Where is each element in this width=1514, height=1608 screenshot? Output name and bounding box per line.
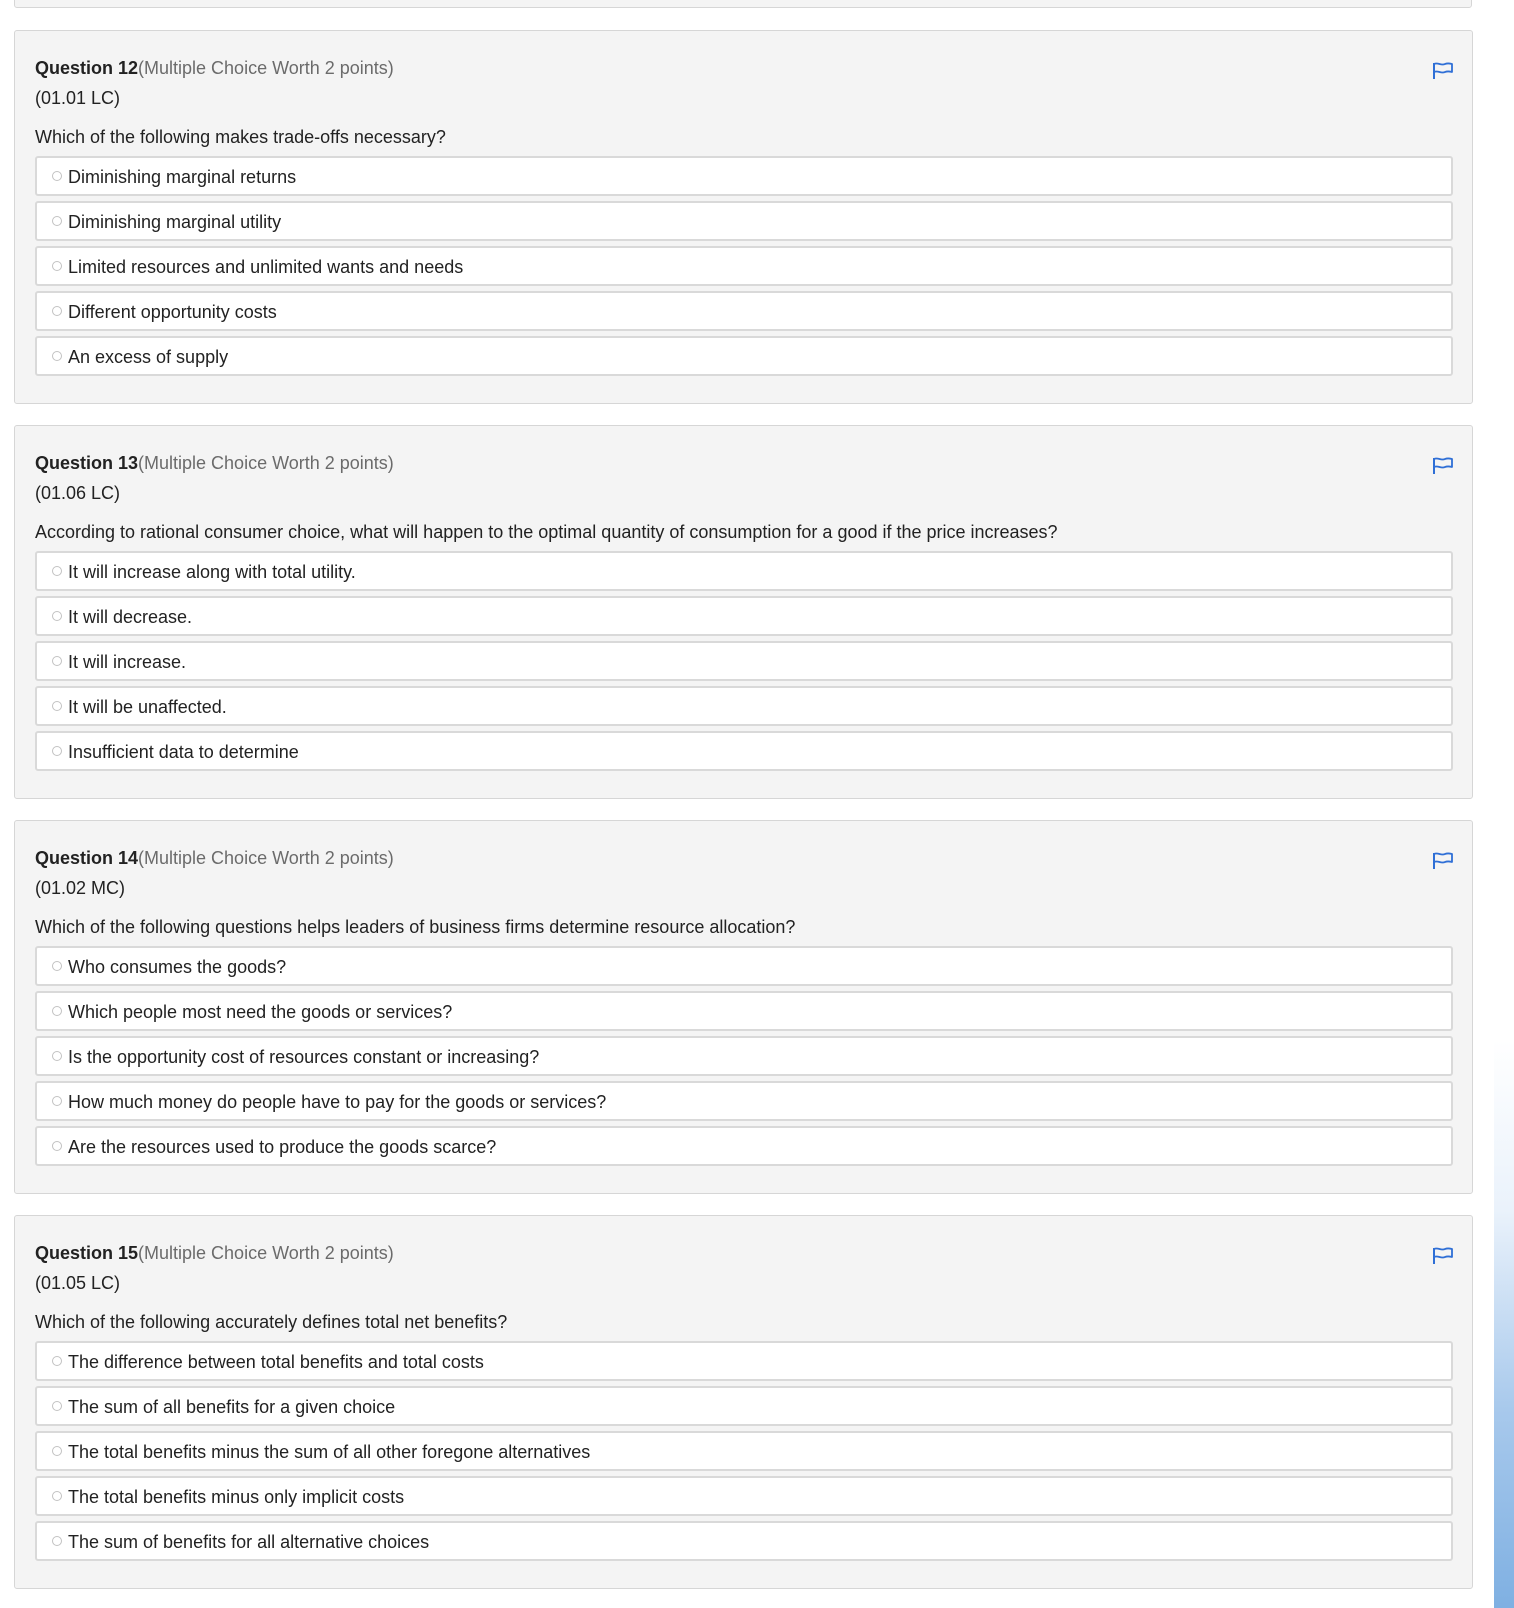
radio-unselected-icon[interactable] — [52, 1446, 62, 1456]
flag-icon[interactable] — [1432, 61, 1454, 81]
answer-option[interactable] — [35, 246, 1453, 286]
question-number: Question 15 — [35, 1243, 139, 1263]
question-header — [35, 847, 394, 869]
radio-unselected-icon[interactable] — [52, 566, 62, 576]
answer-option[interactable] — [35, 641, 1453, 681]
answer-option-label: Diminishing marginal returns — [68, 167, 297, 187]
answer-option[interactable] — [35, 551, 1453, 591]
answer-option[interactable] — [35, 596, 1453, 636]
question-meta: (Multiple Choice Worth 2 points) — [138, 58, 394, 78]
question-text: Which of the following accurately defines total net benefits? — [35, 1312, 508, 1332]
radio-unselected-icon[interactable] — [52, 1536, 62, 1546]
radio-unselected-icon[interactable] — [52, 1141, 62, 1151]
question-number: Question 12 — [35, 58, 139, 78]
answer-option[interactable] — [35, 1521, 1453, 1561]
question-card-14 — [14, 820, 1473, 1194]
radio-unselected-icon[interactable] — [52, 1491, 62, 1501]
radio-unselected-icon[interactable] — [52, 961, 62, 971]
answer-option[interactable] — [35, 731, 1453, 771]
answer-option[interactable] — [35, 291, 1453, 331]
flag-icon[interactable] — [1432, 851, 1454, 871]
answer-option-label: Different opportunity costs — [68, 302, 277, 322]
question-number: Question 14 — [35, 848, 139, 868]
radio-unselected-icon[interactable] — [52, 351, 62, 361]
radio-unselected-icon[interactable] — [52, 611, 62, 621]
answer-option-label: It will decrease. — [68, 607, 193, 627]
answer-option-label: It will increase along with total utility. — [68, 562, 356, 582]
answer-option[interactable] — [35, 156, 1453, 196]
question-text: Which of the following questions helps leaders of business firms determine resource allocation? — [35, 917, 796, 937]
answer-option[interactable] — [35, 1081, 1453, 1121]
answer-option-label: The sum of benefits for all alternative choices — [68, 1532, 430, 1552]
radio-unselected-icon[interactable] — [52, 306, 62, 316]
radio-unselected-icon[interactable] — [52, 701, 62, 711]
answer-option-label: The total benefits minus only implicit costs — [68, 1487, 405, 1507]
question-card-15 — [14, 1215, 1473, 1589]
answer-options — [35, 156, 1453, 381]
question-number: Question 13 — [35, 453, 139, 473]
answer-option[interactable] — [35, 1036, 1453, 1076]
answer-options — [35, 1341, 1453, 1566]
answer-option-label: An excess of supply — [68, 347, 229, 367]
answer-option-label: Who consumes the goods? — [68, 957, 287, 977]
answer-option[interactable] — [35, 1476, 1453, 1516]
question-header — [35, 452, 394, 474]
answer-options — [35, 946, 1453, 1171]
question-code: (01.06 LC) — [35, 483, 121, 503]
answer-option[interactable] — [35, 991, 1453, 1031]
answer-option-label: Limited resources and unlimited wants and needs — [68, 257, 464, 277]
radio-unselected-icon[interactable] — [52, 1401, 62, 1411]
answer-option[interactable] — [35, 1126, 1453, 1166]
answer-option-label: The sum of all benefits for a given choice — [68, 1397, 396, 1417]
radio-unselected-icon[interactable] — [52, 1051, 62, 1061]
question-header — [35, 57, 394, 79]
question-card-13 — [14, 425, 1473, 799]
answer-option-label: The total benefits minus the sum of all other foregone alternatives — [68, 1442, 591, 1462]
answer-option-label: Insufficient data to determine — [68, 742, 299, 762]
flag-icon[interactable] — [1432, 1246, 1454, 1266]
answer-option[interactable] — [35, 201, 1453, 241]
question-code: (01.05 LC) — [35, 1273, 121, 1293]
question-meta: (Multiple Choice Worth 2 points) — [138, 1243, 394, 1263]
question-code: (01.01 LC) — [35, 88, 121, 108]
answer-option-label: The difference between total benefits and total costs — [68, 1352, 484, 1372]
answer-option-label: It will be unaffected. — [68, 697, 227, 717]
radio-unselected-icon[interactable] — [52, 746, 62, 756]
answer-option-label: Which people most need the goods or services? — [68, 1002, 453, 1022]
radio-unselected-icon[interactable] — [52, 656, 62, 666]
radio-unselected-icon[interactable] — [52, 1096, 62, 1106]
previous-question-card — [14, 0, 1472, 8]
answer-option[interactable] — [35, 946, 1453, 986]
window-edge-gradient — [1494, 1040, 1514, 1608]
answer-option-label: It will increase. — [68, 652, 187, 672]
answer-option[interactable] — [35, 686, 1453, 726]
question-meta: (Multiple Choice Worth 2 points) — [138, 848, 394, 868]
answer-option-label: Diminishing marginal utility — [68, 212, 282, 232]
flag-icon[interactable] — [1432, 456, 1454, 476]
answer-option-label: Are the resources used to produce the goods scarce? — [68, 1137, 497, 1157]
answer-option-label: How much money do people have to pay for the goods or services? — [68, 1092, 607, 1112]
question-text: According to rational consumer choice, what will happen to the optimal quantity of consumption for a good if the price increases? — [35, 522, 1058, 542]
question-code: (01.02 MC) — [35, 878, 126, 898]
answer-options — [35, 551, 1453, 776]
radio-unselected-icon[interactable] — [52, 1006, 62, 1016]
answer-option-label: Is the opportunity cost of resources constant or increasing? — [68, 1047, 540, 1067]
answer-option[interactable] — [35, 336, 1453, 376]
question-card-12 — [14, 30, 1473, 404]
answer-option[interactable] — [35, 1386, 1453, 1426]
radio-unselected-icon[interactable] — [52, 171, 62, 181]
question-text: Which of the following makes trade-offs necessary? — [35, 127, 446, 147]
radio-unselected-icon[interactable] — [52, 216, 62, 226]
radio-unselected-icon[interactable] — [52, 261, 62, 271]
radio-unselected-icon[interactable] — [52, 1356, 62, 1366]
answer-option[interactable] — [35, 1431, 1453, 1471]
question-header — [35, 1242, 394, 1264]
answer-option[interactable] — [35, 1341, 1453, 1381]
question-meta: (Multiple Choice Worth 2 points) — [138, 453, 394, 473]
